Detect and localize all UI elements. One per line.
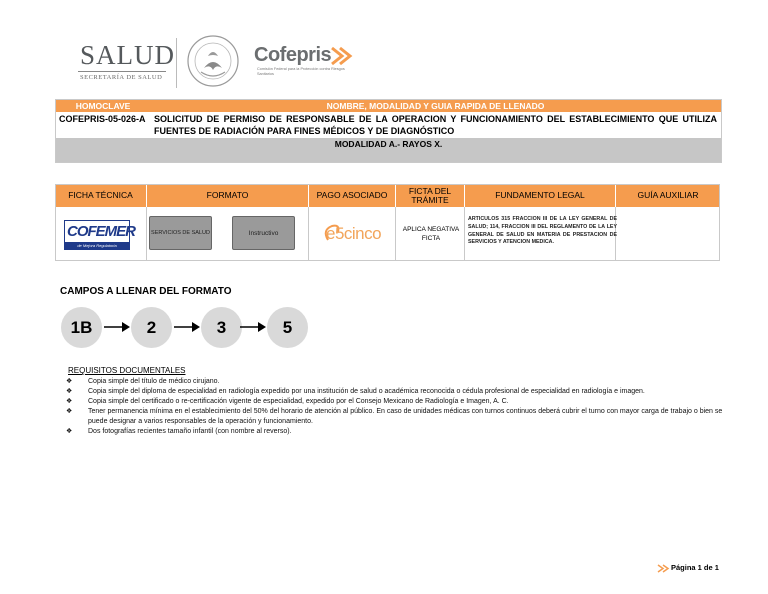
e5cinco-logo[interactable] [320,218,382,248]
requisitos-title: REQUISITOS DOCUMENTALES [68,366,186,375]
ficta-value: APLICA NEGATIVA FICTA [402,226,460,242]
header-table [55,99,722,163]
campo-step: 3 [201,307,242,348]
diamond-bullet-icon: ❖ [66,397,73,405]
diamond-bullet-icon: ❖ [66,427,73,435]
list-item [66,407,728,427]
formato-header: FORMATO [147,184,309,207]
arrow-right-icon [238,319,268,335]
cofepris-arrow-icon [657,564,671,573]
cofepris-logo-text: Cofepris [254,44,332,66]
mexico-seal-icon [186,34,240,88]
fundamento-value: ARTICULOS 315 FRACCION III DE LA LEY GENERAL DE SALUD; 114, FRACCION III DEL REGLAMENTO DE LA LEY GENERAL DE SALUD EN MATERIA DE PRESTACION DE SERVICIOS Y ATENCION MEDICA. [468,216,617,246]
list-item [66,427,728,437]
e5cinco-logo-text: e5cinco [326,224,382,243]
requisito-text: Copia simple del título de médico cirujano. [88,378,220,385]
salud-divider [78,71,166,72]
diamond-bullet-icon: ❖ [66,407,73,415]
arrow-right-icon [172,319,202,335]
ficha-tecnica-header: FICHA TÉCNICA [55,184,147,207]
homoclave-header: HOMOCLAVE [75,101,131,111]
info-table [55,184,720,261]
cofemer-logo-text: COFEMER [67,223,135,240]
list-item [66,387,728,397]
salud-logo-text: SALUD [80,40,176,70]
tramite-code: COFEPRIS-05-026-A [59,114,146,124]
ficta-header: FICTA DEL TRÁMITE [396,184,465,207]
list-item [66,377,728,387]
campo-step: 5 [267,307,308,348]
instructivo-button[interactable]: Instructivo [232,216,295,250]
cofemer-logo-subtitle: de Mejora Regulatoria [77,243,117,248]
fundamento-header: FUNDAMENTO LEGAL [465,184,616,207]
requisito-text: Copia simple del diploma de especialidad en radiología expedido por una institución de salud o académica reconocida o cédula profesional de especialidad en radiología e imagen. [88,387,645,395]
campo-step: 2 [131,307,172,348]
cofemer-logo[interactable] [64,220,135,250]
page-number: Página 1 de 1 [671,563,719,572]
logo-separator [176,38,177,88]
requisitos-list [66,377,728,436]
diamond-bullet-icon: ❖ [66,387,73,395]
modalidad-text: MODALIDAD A.- RAYOS X. [334,139,443,149]
guia-auxiliar-header: GUÍA AUXILIAR [616,184,720,207]
requisito-text: Dos fotografías recientes tamaño infantil (con nombre al reverso). [88,427,292,435]
requisito-text: Copia simple del certificado o re-certificación vigente de especialidad, expedido por el Consejo Mexicano de Radiología e Imagen, A. C. [88,397,509,405]
diamond-bullet-icon: ❖ [66,378,73,385]
campo-step: 1B [61,307,102,348]
campos-title: CAMPOS A LLENAR DEL FORMATO [60,286,232,297]
salud-logo-subtitle: SECRETARÍA DE SALUD [80,74,163,81]
tramite-title: SOLICITUD DE PERMISO DE RESPONSABLE DE LA OPERACION Y FUNCIONAMIENTO DEL ESTABLECIMIENTO QUE UTILIZA FUENTES DE RADIACIÓN PARA FINES MÉDICOS Y DE DIAGNÓSTICO [154,114,717,136]
servicios-de-salud-button[interactable]: SERVICIOS DE SALUD [149,216,212,250]
list-item [66,397,728,407]
requisito-text: Tener permanencia mínima en el establecimiento del 50% del horario de atención al público. En caso de unidades médicas con turnos continuos deberá cubrir el turno con mayor carga de trabajo o bien se puede designar a varios responsables de la operación y funcionamiento. [88,407,723,425]
cofepris-logo-subtitle: Comisión Federal para la Protección contra Riesgos Sanitarios [257,67,345,76]
nombre-header: NOMBRE, MODALIDAD Y GUIA RAPIDA DE LLENADO [326,101,545,111]
cofepris-arrow-icon [330,45,354,67]
pago-asociado-header: PAGO ASOCIADO [309,184,396,207]
arrow-right-icon [102,319,132,335]
